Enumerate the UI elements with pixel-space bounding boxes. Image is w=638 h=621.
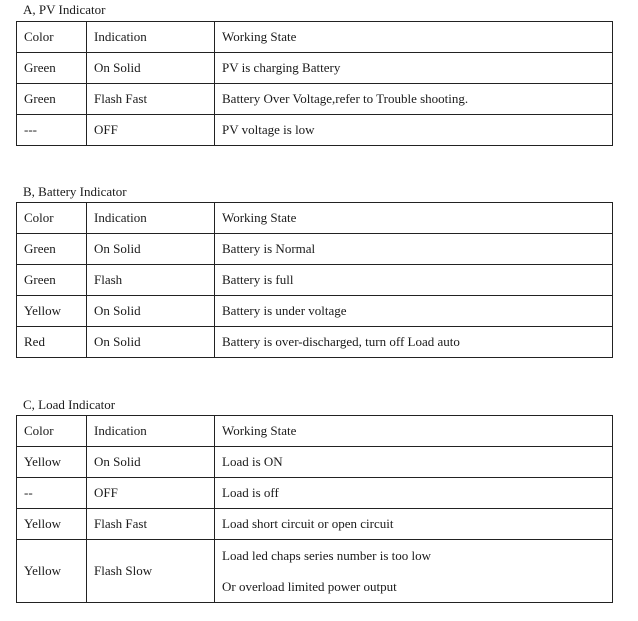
header-color: Color xyxy=(17,203,87,234)
cell-working-state: PV is charging Battery xyxy=(215,53,613,84)
cell-indication: OFF xyxy=(87,478,215,509)
table-row xyxy=(17,84,613,115)
cell-indication: On Solid xyxy=(87,447,215,478)
table-header-row xyxy=(17,22,613,53)
section-b-title: B, Battery Indicator xyxy=(23,184,127,199)
cell-color: Green xyxy=(17,53,87,84)
cell-indication: On Solid xyxy=(87,296,215,327)
cell-indication: On Solid xyxy=(87,327,215,358)
cell-working-state: Load short circuit or open circuit xyxy=(215,509,613,540)
table-row xyxy=(17,478,613,509)
header-color: Color xyxy=(17,22,87,53)
header-indication: Indication xyxy=(87,22,215,53)
header-indication: Indication xyxy=(87,203,215,234)
cell-working-state: Battery is under voltage xyxy=(215,296,613,327)
load-indicator-table xyxy=(16,415,613,603)
cell-indication: Flash xyxy=(87,265,215,296)
table-row xyxy=(17,327,613,358)
section-c-title: C, Load Indicator xyxy=(23,397,116,412)
cell-working-state: Battery is full xyxy=(215,265,613,296)
table-row xyxy=(17,115,613,146)
table-row xyxy=(17,540,613,603)
table-header-row xyxy=(17,416,613,447)
cell-working-state: Load is off xyxy=(215,478,613,509)
table-row xyxy=(17,509,613,540)
working-state-line-2: Or overload limited power output xyxy=(222,579,397,594)
cell-color: Green xyxy=(17,234,87,265)
table-row xyxy=(17,265,613,296)
cell-indication: On Solid xyxy=(87,53,215,84)
cell-color: Red xyxy=(17,327,87,358)
battery-indicator-table xyxy=(16,202,613,358)
working-state-line-1: Load led chaps series number is too low xyxy=(222,548,432,563)
table-header-row xyxy=(17,203,613,234)
table-row xyxy=(17,296,613,327)
table-row xyxy=(17,53,613,84)
header-color: Color xyxy=(17,416,87,447)
header-indication: Indication xyxy=(87,416,215,447)
cell-color: Green xyxy=(17,265,87,296)
cell-working-state: Battery is Normal xyxy=(215,234,613,265)
section-a-title: A, PV Indicator xyxy=(23,2,106,17)
cell-color: --- xyxy=(17,115,87,146)
cell-indication: Flash Fast xyxy=(87,509,215,540)
cell-working-state: Battery is over-discharged, turn off Load auto xyxy=(215,327,613,358)
header-working-state: Working State xyxy=(215,22,613,53)
cell-indication: OFF xyxy=(87,115,215,146)
cell-color: Yellow xyxy=(17,296,87,327)
table-row xyxy=(17,234,613,265)
cell-color: Yellow xyxy=(17,447,87,478)
header-working-state: Working State xyxy=(215,203,613,234)
cell-indication: On Solid xyxy=(87,234,215,265)
cell-working-state xyxy=(215,540,613,603)
cell-color: -- xyxy=(17,478,87,509)
cell-working-state: Load is ON xyxy=(215,447,613,478)
cell-working-state: Battery Over Voltage,refer to Trouble shooting. xyxy=(215,84,613,115)
pv-indicator-table xyxy=(16,21,613,146)
header-working-state: Working State xyxy=(215,416,613,447)
cell-indication: Flash Slow xyxy=(87,540,215,603)
cell-color: Yellow xyxy=(17,540,87,603)
cell-color: Green xyxy=(17,84,87,115)
cell-indication: Flash Fast xyxy=(87,84,215,115)
table-row xyxy=(17,447,613,478)
cell-color: Yellow xyxy=(17,509,87,540)
cell-working-state: PV voltage is low xyxy=(215,115,613,146)
